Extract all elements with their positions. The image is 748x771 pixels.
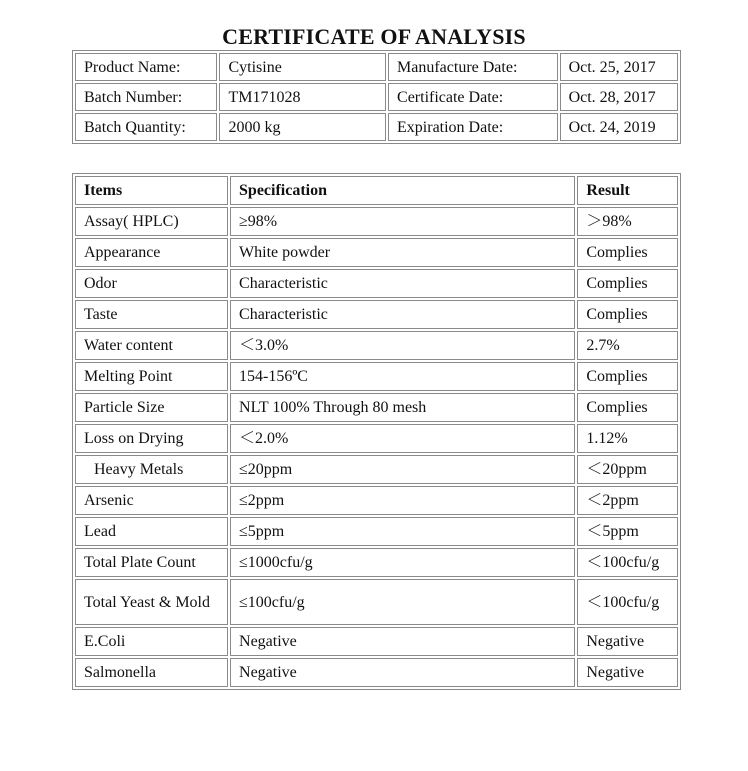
spec-cell: ≤100cfu/g — [230, 579, 575, 625]
spec-cell: NLT 100% Through 80 mesh — [230, 393, 575, 422]
result-cell: Negative — [577, 658, 678, 687]
result-cell: ＜2ppm — [577, 486, 678, 515]
info-value: Oct. 28, 2017 — [560, 83, 678, 111]
info-label: Batch Quantity: — [75, 113, 217, 141]
info-label: Expiration Date: — [388, 113, 558, 141]
info-value: TM171028 — [219, 83, 386, 111]
item-cell: Total Plate Count — [75, 548, 228, 577]
table-row — [75, 269, 678, 298]
info-row-product — [75, 53, 678, 81]
info-row-quantity — [75, 113, 678, 141]
table-row — [75, 455, 678, 484]
spec-cell: 154-156ºC — [230, 362, 575, 391]
item-cell: Appearance — [75, 238, 228, 267]
result-cell: Complies — [577, 238, 678, 267]
result-cell: 2.7% — [577, 331, 678, 360]
item-cell: Particle Size — [75, 393, 228, 422]
column-header-specification: Specification — [230, 176, 575, 205]
table-row — [75, 627, 678, 656]
result-cell: ＜5ppm — [577, 517, 678, 546]
table-row — [75, 579, 678, 625]
result-cell: Complies — [577, 300, 678, 329]
result-cell: Complies — [577, 362, 678, 391]
table-row — [75, 362, 678, 391]
item-cell: Heavy Metals — [75, 455, 228, 484]
spec-cell: ≤5ppm — [230, 517, 575, 546]
table-row — [75, 393, 678, 422]
table-row — [75, 300, 678, 329]
result-cell: ＜100cfu/g — [577, 548, 678, 577]
analysis-table — [72, 173, 681, 690]
spec-cell: Characteristic — [230, 269, 575, 298]
table-row — [75, 548, 678, 577]
product-info-table — [72, 50, 681, 144]
result-cell: ＜100cfu/g — [577, 579, 678, 625]
result-cell: 1.12% — [577, 424, 678, 453]
item-cell: Lead — [75, 517, 228, 546]
info-value: Cytisine — [219, 53, 386, 81]
result-cell: Negative — [577, 627, 678, 656]
table-row — [75, 238, 678, 267]
table-row — [75, 331, 678, 360]
info-label: Product Name: — [75, 53, 217, 81]
column-header-result: Result — [577, 176, 678, 205]
spec-cell: ≥98% — [230, 207, 575, 236]
table-header-row — [75, 176, 678, 205]
table-row — [75, 658, 678, 687]
info-label: Certificate Date: — [388, 83, 558, 111]
item-cell: E.Coli — [75, 627, 228, 656]
spec-cell: ≤2ppm — [230, 486, 575, 515]
info-value: Oct. 24, 2019 — [560, 113, 678, 141]
info-row-batch — [75, 83, 678, 111]
item-cell: Total Yeast & Mold — [75, 579, 228, 625]
table-row — [75, 207, 678, 236]
item-cell: Arsenic — [75, 486, 228, 515]
item-cell: Loss on Drying — [75, 424, 228, 453]
spec-cell: ≤20ppm — [230, 455, 575, 484]
spec-cell: Negative — [230, 658, 575, 687]
item-cell: Taste — [75, 300, 228, 329]
item-cell: Salmonella — [75, 658, 228, 687]
item-cell: Odor — [75, 269, 228, 298]
info-value: Oct. 25, 2017 — [560, 53, 678, 81]
table-row — [75, 486, 678, 515]
info-label: Batch Number: — [75, 83, 217, 111]
spec-cell: White powder — [230, 238, 575, 267]
item-cell: Melting Point — [75, 362, 228, 391]
table-row — [75, 424, 678, 453]
result-cell: ＞98% — [577, 207, 678, 236]
spec-cell: ＜3.0% — [230, 331, 575, 360]
table-row — [75, 517, 678, 546]
info-value: 2000 kg — [219, 113, 386, 141]
item-cell: Water content — [75, 331, 228, 360]
item-cell: Assay( HPLC) — [75, 207, 228, 236]
result-cell: ＜20ppm — [577, 455, 678, 484]
spec-cell: ＜2.0% — [230, 424, 575, 453]
result-cell: Complies — [577, 393, 678, 422]
result-cell: Complies — [577, 269, 678, 298]
spec-cell: Negative — [230, 627, 575, 656]
column-header-items: Items — [75, 176, 228, 205]
spec-cell: Characteristic — [230, 300, 575, 329]
info-label: Manufacture Date: — [388, 53, 558, 81]
document-title: CERTIFICATE OF ANALYSIS — [222, 24, 526, 49]
spec-cell: ≤1000cfu/g — [230, 548, 575, 577]
